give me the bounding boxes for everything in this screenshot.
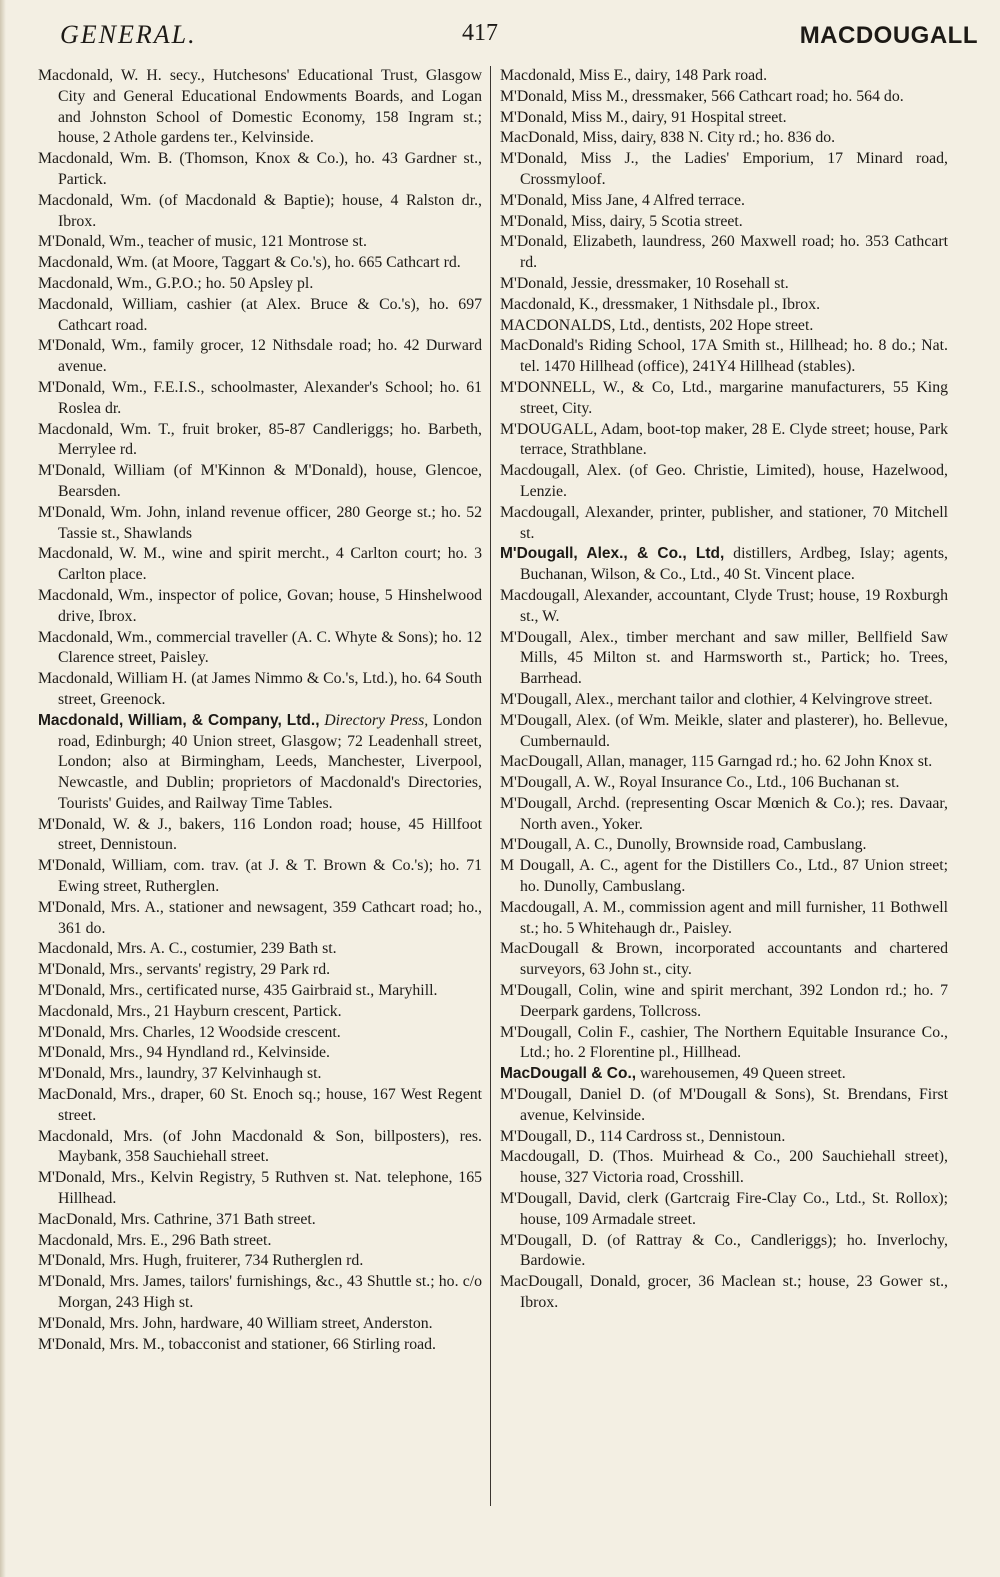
directory-entry <box>38 1272 482 1314</box>
directory-entry <box>500 586 948 628</box>
directory-entry <box>500 191 948 212</box>
directory-entry <box>500 856 948 898</box>
entry-text: M'Donald, Mrs., Kelvin Registry, 5 Ruthven st. Nat. telephone, 165 Hillhead. <box>38 1169 482 1208</box>
directory-entry <box>38 898 482 940</box>
directory-entry <box>38 711 482 815</box>
directory-entry <box>500 1085 948 1127</box>
directory-entry <box>38 586 482 628</box>
entry-text: MacDougall, Donald, grocer, 36 Maclean st.; house, 23 Gower st., Ibrox. <box>500 1273 948 1312</box>
directory-entry <box>500 1023 948 1065</box>
entry-text: M'Donald, Wm. John, inland revenue officer, 280 George st.; ho. 52 Tassie st., Shawlands <box>38 503 482 542</box>
directory-entry <box>500 108 948 129</box>
entry-text: M'Donald, Wm., family grocer, 12 Nithsdale road; ho. 42 Durward avenue. <box>38 337 482 376</box>
entry-text: Macdonald, Wm., commercial traveller (A. C. Whyte & Sons); ho. 12 Clarence street, Paisley. <box>38 628 482 667</box>
directory-entry <box>500 274 948 295</box>
entry-text: M'Donald, Mrs., laundry, 37 Kelvinhaugh st. <box>38 1065 322 1083</box>
entry-text: M'Donald, Miss, dairy, 5 Scotia street. <box>500 212 743 230</box>
directory-entry <box>38 295 482 337</box>
entry-text: M'Donald, W. & J., bakers, 116 London road; house, 45 Hillfoot street, Dennistoun. <box>38 815 482 854</box>
entry-text: M'Dougall, Colin, wine and spirit merchant, 392 London rd.; ho. 7 Deerpark gardens, Tollcross. <box>500 982 948 1020</box>
entry-text: M'Dougall, Alex. (of Wm. Meikle, slater and plasterer), ho. Bellevue, Cumbernauld. <box>500 711 948 750</box>
directory-entry <box>38 253 482 274</box>
entry-text: M'Donald, Wm., F.E.I.S., schoolmaster, Alexander's School; ho. 61 Roslea dr. <box>38 378 482 417</box>
running-head-right: MACDOUGALL <box>799 22 978 49</box>
entry-text: Macdougall, Alexander, printer, publisher, and stationer, 70 Mitchell st. <box>500 503 948 542</box>
entry-text: Macdonald, Mrs. A. C., costumier, 239 Bath st. <box>38 940 337 958</box>
directory-entry <box>500 711 948 753</box>
entry-text: M'Donald, Wm., teacher of music, 121 Montrose st. <box>38 233 367 251</box>
directory-entry <box>38 1231 482 1252</box>
directory-entry <box>500 378 948 420</box>
entry-text: M'Donald, Mrs. Charles, 12 Woodside crescent. <box>38 1023 341 1041</box>
column-divider <box>490 66 491 1506</box>
entry-text: M'Donald, Miss Jane, 4 Alfred terrace. <box>500 191 745 209</box>
directory-entry <box>38 939 482 960</box>
entry-text: Macdougall, Alex. (of Geo. Christie, Limited), house, Hazelwood, Lenzie. <box>500 462 948 500</box>
directory-entry <box>500 1064 948 1085</box>
directory-entry <box>500 420 948 462</box>
directory-entry <box>500 794 948 836</box>
directory-entry <box>500 1189 948 1231</box>
binding-edge <box>0 0 6 1577</box>
directory-entry <box>38 1002 482 1023</box>
entry-text: M'Donald, Mrs., certificated nurse, 435 Gairbraid st., Maryhill. <box>38 982 438 1000</box>
directory-entry <box>500 628 948 690</box>
directory-entry <box>38 336 482 378</box>
entry-text: M'Donald, Mrs. Hugh, fruiterer, 734 Rutherglen rd. <box>38 1252 364 1270</box>
entry-text: M'Donald, Mrs. A., stationer and newsagent, 359 Cathcart road; ho., 361 do. <box>38 898 482 937</box>
directory-entry <box>38 66 482 149</box>
directory-entry <box>38 856 482 898</box>
entry-name-bold: M'Dougall, Alex., & Co., Ltd, <box>500 545 725 563</box>
entry-text: Macdonald, K., dressmaker, 1 Nithsdale pl., Ibrox. <box>500 295 821 313</box>
directory-entry <box>38 1210 482 1231</box>
running-head-left: GENERAL. <box>60 20 197 49</box>
entry-text: M'Dougall, David, clerk (Gartcraig Fire-Clay Co., Ltd., St. Rollox); house, 109 Armadale street. <box>500 1190 948 1228</box>
entry-text: M'Dougall, D., 114 Cardross st., Dennistoun. <box>500 1127 786 1145</box>
entry-text: M'DONNELL, W., & Co, Ltd., margarine manufacturers, 55 King street, City. <box>500 378 948 417</box>
directory-entry <box>500 128 948 149</box>
entry-text: M'Donald, Miss M., dairy, 91 Hospital street. <box>500 108 787 126</box>
directory-entry <box>500 66 948 87</box>
entry-text: M Dougall, A. C., agent for the Distillers Co., Ltd., 87 Union street; ho. Dunolly, Cambuslang. <box>500 857 948 896</box>
directory-entry <box>500 87 948 108</box>
entry-name-bold: Macdonald, William, & Company, Ltd., <box>38 711 320 729</box>
directory-entry <box>38 1127 482 1169</box>
entry-text: Macdonald, Miss E., dairy, 148 Park road. <box>500 67 768 84</box>
directory-entry <box>500 1272 948 1314</box>
directory-entry <box>38 1085 482 1127</box>
entry-text: Macdonald, Wm. (at Moore, Taggart & Co.'s), ho. 665 Cathcart rd. <box>38 254 461 272</box>
directory-entry <box>38 420 482 462</box>
entry-text: M'Dougall, Archd. (representing Oscar Mœnich & Co.); res. Davaar, North aven., Yoker. <box>500 794 948 833</box>
entry-text: M'Donald, William, com. trav. (at J. & T. Brown & Co.'s); ho. 71 Ewing street, Rutherglen. <box>38 857 482 896</box>
entry-text: M'Donald, Jessie, dressmaker, 10 Rosehall st. <box>500 274 789 292</box>
page-header <box>60 14 978 54</box>
directory-entry <box>38 669 482 711</box>
directory-entry <box>500 232 948 274</box>
entry-text: M'Donald, Mrs. James, tailors' furnishings, &c., 43 Shuttle st.; ho. c/o Morgan, 243 High st. <box>38 1273 482 1312</box>
entry-text: Macdonald, Wm. (of Macdonald & Baptie); house, 4 Ralston dr., Ibrox. <box>38 191 482 230</box>
directory-entry <box>38 191 482 233</box>
directory-entry <box>500 898 948 940</box>
entry-text: MacDougall & Brown, incorporated accountants and chartered surveyors, 63 John st., city. <box>500 940 948 979</box>
entry-text: M'Dougall, D. (of Rattray & Co., Candleriggs); ho. Inverlochy, Bardowie. <box>500 1231 948 1270</box>
directory-entry <box>38 274 482 295</box>
entry-text: MacDonald, Miss, dairy, 838 N. City rd.; ho. 836 do. <box>500 129 836 147</box>
directory-entry <box>38 461 482 503</box>
entry-text: M'Dougall, Alex., merchant tailor and clothier, 4 Kelvingrove street. <box>500 690 933 708</box>
entry-text: Macdougall, D. (Thos. Muirhead & Co., 200 Sauchiehall street), house, 327 Victoria road, Crosshill. <box>500 1148 948 1187</box>
entry-text: Macdonald, W. H. secy., Hutchesons' Educational Trust, Glasgow City and General Educational Endowments Boards, and Logan and Johnston School of Domestic Economy, 158 Ingram st.; house, 2 Athole gardens ter., Kelvinside. <box>38 67 482 147</box>
directory-entry <box>500 461 948 503</box>
directory-entry <box>38 628 482 670</box>
directory-entry <box>500 835 948 856</box>
directory-entry <box>500 149 948 191</box>
entry-italic: Directory Press, <box>324 711 429 729</box>
directory-entry <box>500 212 948 233</box>
entry-text: MacDougall, Allan, manager, 115 Garngad rd.; ho. 62 John Knox st. <box>500 753 933 771</box>
directory-entry <box>500 939 948 981</box>
entry-text: Macdougall, A. M., commission agent and mill furnisher, 11 Bothwell st.; ho. 5 Whitehaugh dr., Paisley. <box>500 898 948 937</box>
directory-entry <box>38 1168 482 1210</box>
entry-text: M'Donald, Mrs., 94 Hyndland rd., Kelvinside. <box>38 1044 330 1062</box>
entry-text: distillers, Ardbeg, Islay; agents, Buchanan, Wilson, & Co., Ltd., 40 St. Vincent place. <box>520 545 948 584</box>
left-column <box>38 66 482 1526</box>
entry-text: M'Donald, Miss M., dressmaker, 566 Cathcart road; ho. 564 do. <box>500 87 904 105</box>
directory-entry <box>38 378 482 420</box>
directory-entry <box>500 503 948 545</box>
entry-text: Macdonald, Mrs., 21 Hayburn crescent, Partick. <box>38 1002 342 1020</box>
entry-text: M'DOUGALL, Adam, boot-top maker, 28 E. Clyde street; house, Park terrace, Strathblane. <box>500 420 948 459</box>
directory-entry <box>38 1064 482 1085</box>
entry-text: M'Donald, William (of M'Kinnon & M'Donald), house, Glencoe, Bearsden. <box>38 462 482 500</box>
directory-entry <box>38 503 482 545</box>
directory-entry <box>500 773 948 794</box>
entry-text: Macdonald, Mrs. (of John Macdonald & Son, billposters), res. Maybank, 358 Sauchiehall street. <box>38 1127 482 1166</box>
entry-text: M'Donald, Mrs. John, hardware, 40 William street, Anderston. <box>38 1314 433 1332</box>
directory-entry <box>500 336 948 378</box>
entry-text: Macdougall, Alexander, accountant, Clyde Trust; house, 19 Roxburgh st., W. <box>500 586 948 625</box>
directory-entry <box>38 960 482 981</box>
directory-entry <box>38 1023 482 1044</box>
directory-entry <box>38 232 482 253</box>
entry-text: M'Donald, Mrs., servants' registry, 29 Park rd. <box>38 961 331 979</box>
entry-text: Macdonald, W. M., wine and spirit mercht., 4 Carlton court; ho. 3 Carlton place. <box>38 545 482 584</box>
entry-text: Macdonald, Wm., inspector of police, Govan; house, 5 Hinshelwood drive, Ibrox. <box>38 586 482 625</box>
right-column <box>500 66 948 1526</box>
directory-entry <box>38 1314 482 1335</box>
directory-entry <box>500 316 948 337</box>
entry-text: Macdonald, Wm. T., fruit broker, 85-87 Candleriggs; ho. Barbeth, Merrylee rd. <box>38 420 482 459</box>
entry-text: M'Donald, Miss J., the Ladies' Emporium, 17 Minard road, Crossmyloof. <box>500 150 948 188</box>
entry-text: warehousemen, 49 Queen street. <box>640 1065 846 1083</box>
directory-entry <box>38 981 482 1002</box>
entry-text: M'Dougall, Alex., timber merchant and saw miller, Bellfield Saw Mills, 45 Milton st. and Harmsworth st., Partick; ho. Trees, Barrhead. <box>500 628 948 688</box>
entry-text: Macdonald, Wm. B. (Thomson, Knox & Co.), ho. 43 Gardner st., Partick. <box>38 150 482 188</box>
directory-entry <box>38 815 482 857</box>
entry-text: M'Dougall, Daniel D. (of M'Dougall & Sons), St. Brendans, First avenue, Kelvinside. <box>500 1086 948 1124</box>
entry-text: Macdonald, William H. (at James Nimmo & Co.'s, Ltd.), ho. 64 South street, Greenock. <box>38 670 482 708</box>
entry-text: M'Dougall, A. W., Royal Insurance Co., Ltd., 106 Buchanan st. <box>500 774 900 792</box>
directory-entry <box>38 544 482 586</box>
entry-text: Macdonald, Wm., G.P.O.; ho. 50 Apsley pl. <box>38 274 314 292</box>
directory-entry <box>500 690 948 711</box>
directory-entry <box>500 981 948 1023</box>
directory-entry <box>38 1335 482 1356</box>
entry-text: Macdonald, Mrs. E., 296 Bath street. <box>38 1231 272 1249</box>
directory-entry <box>500 1231 948 1273</box>
entry-text: MacDonald, Mrs., draper, 60 St. Enoch sq.; house, 167 West Regent street. <box>38 1086 482 1124</box>
page-number: 417 <box>462 20 498 46</box>
directory-entry <box>38 1043 482 1064</box>
entry-text: MACDONALDS, Ltd., dentists, 202 Hope street. <box>500 316 814 334</box>
entry-text: MacDonald, Mrs. Cathrine, 371 Bath street. <box>38 1210 316 1228</box>
entry-text: M'Donald, Mrs. M., tobacconist and stationer, 66 Stirling road. <box>38 1335 436 1353</box>
directory-entry <box>500 1127 948 1148</box>
entry-text: M'Dougall, Colin F., cashier, The Northern Equitable Insurance Co., Ltd.; ho. 2 Florentine pl., Hillhead. <box>500 1023 948 1062</box>
entry-text: M'Dougall, A. C., Dunolly, Brownside road, Cambuslang. <box>500 836 867 854</box>
entry-text: MacDonald's Riding School, 17A Smith st., Hillhead; ho. 8 do.; Nat. tel. 1470 Hillhead (office), 241Y4 Hillhead (stables). <box>500 337 948 376</box>
entry-name-bold: MacDougall & Co., <box>500 1065 637 1083</box>
directory-entry <box>500 1147 948 1189</box>
entry-text: London road, Edinburgh; 40 Union street, Glasgow; 72 Leadenhall street, London; also at Birmingham, Leeds, Manchester, Liverpool, Newcastle, and Dublin; proprietors of Macdonald's Directories, Tourists' Guides, and Railway Time Tables. <box>58 711 482 812</box>
directory-entry <box>38 1251 482 1272</box>
entry-text: Macdonald, William, cashier (at Alex. Bruce & Co.'s), ho. 697 Cathcart road. <box>38 295 482 334</box>
directory-entry <box>500 544 948 586</box>
directory-entry <box>38 149 482 191</box>
entry-text: M'Donald, Elizabeth, laundress, 260 Maxwell road; ho. 353 Cathcart rd. <box>500 233 948 272</box>
directory-entry <box>500 295 948 316</box>
directory-entry <box>500 752 948 773</box>
